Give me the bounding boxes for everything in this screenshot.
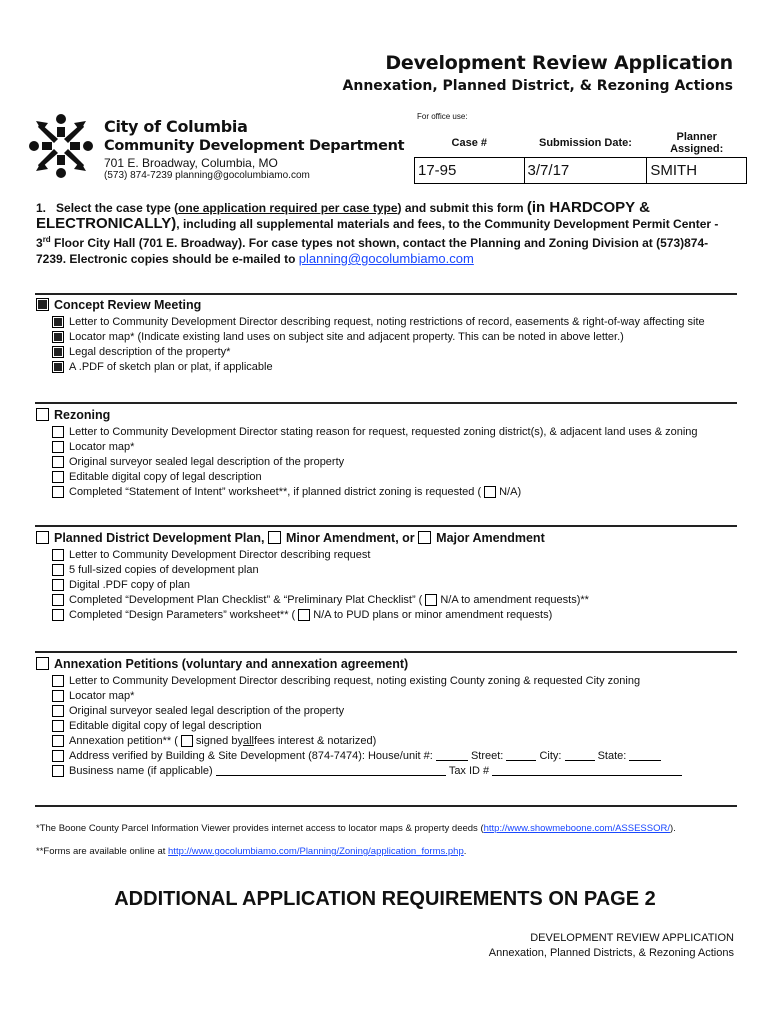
- signed-checkbox[interactable]: [181, 735, 193, 747]
- item-label-suffix: N/A to amendment requests)**: [440, 593, 589, 606]
- office-use-label: For office use:: [417, 112, 468, 121]
- tax-id-field[interactable]: [492, 765, 682, 776]
- item-label-suffix: N/A): [499, 485, 522, 498]
- planned-district-title: Planned District Development Plan,: [54, 530, 265, 545]
- list-item: [52, 469, 738, 484]
- item-checkbox[interactable]: [52, 316, 64, 328]
- minor-amendment-title: Minor Amendment, or: [285, 530, 415, 545]
- city-label: City:: [539, 749, 562, 762]
- forms-link[interactable]: http://www.gocolumbiamo.com/Planning/Zoning/application_forms.php: [168, 846, 464, 857]
- planning-email-link[interactable]: planning@gocolumbiamo.com: [298, 251, 474, 266]
- office-use-table: [414, 131, 747, 184]
- instructions-sup: rd: [42, 235, 51, 244]
- item-label: Letter to Community Development Director describing request: [69, 548, 371, 561]
- item-checkbox[interactable]: [52, 690, 64, 702]
- item-label: A .PDF of sketch plan or plat, if applicable: [69, 360, 273, 373]
- item-label: Legal description of the property*: [69, 345, 231, 358]
- item-checkbox[interactable]: [52, 720, 64, 732]
- item-label: Editable digital copy of legal description: [69, 719, 262, 732]
- item-checkbox[interactable]: [52, 331, 64, 343]
- item-label: Address verified by Building & Site Development (874-7474): House/unit #:: [69, 749, 433, 762]
- item-label: Completed “Statement of Intent” worksheet**, if planned district zoning is requested (: [69, 485, 482, 498]
- item-checkbox[interactable]: [52, 549, 64, 561]
- instructions: [36, 200, 736, 267]
- item-label: Completed “Development Plan Checklist” & “Preliminary Plat Checklist” (: [69, 593, 423, 606]
- item-checkbox[interactable]: [52, 471, 64, 483]
- item-label: Original surveyor sealed legal description of the property: [69, 704, 345, 717]
- planned-district-checkbox[interactable]: [36, 531, 49, 544]
- footnote-text-end: ).: [670, 823, 676, 834]
- item-label: Completed “Design Parameters” worksheet** (: [69, 608, 296, 621]
- item-checkbox[interactable]: [52, 594, 64, 606]
- department-name: Community Development Department: [104, 138, 405, 154]
- list-item: [52, 314, 738, 329]
- item-checkbox[interactable]: [52, 735, 64, 747]
- item-checkbox[interactable]: [52, 579, 64, 591]
- instructions-text-3: , including all supplemental materials and fees, to the Community Development Permit Center - 3: [36, 217, 719, 250]
- item-checkbox[interactable]: [52, 765, 64, 777]
- additional-requirements-heading: ADDITIONAL APPLICATION REQUIREMENTS ON PAGE 2: [114, 888, 656, 910]
- list-item: [52, 329, 738, 344]
- instructions-text-2: ) and submit this form: [397, 201, 527, 215]
- item-checkbox[interactable]: [52, 456, 64, 468]
- footnote-text: **Forms are available online at: [36, 846, 169, 857]
- footnote-text: *The Boone County Parcel Information Viewer provides internet access to locator maps & property deeds (: [36, 823, 484, 834]
- item-checkbox[interactable]: [52, 750, 64, 762]
- document-subtitle: Annexation, Planned District, & Rezoning Actions: [342, 78, 733, 94]
- tax-id-label: Tax ID #: [448, 764, 490, 777]
- department-contact: (573) 874-7239 planning@gocolumbiamo.com: [104, 170, 310, 181]
- footer-title: DEVELOPMENT REVIEW APPLICATION: [530, 932, 734, 944]
- instructions-emphasis: (in HARDCOPY & ELECTRONICALLY): [36, 199, 650, 232]
- list-item: [52, 577, 738, 592]
- item-checkbox[interactable]: [52, 564, 64, 576]
- assessor-link[interactable]: http://www.showmeboone.com/ASSESSOR/: [483, 823, 670, 834]
- item-label: Editable digital copy of legal description: [69, 470, 262, 483]
- item-label-mid: signed by: [195, 734, 243, 747]
- list-item: [52, 344, 738, 359]
- street-field[interactable]: [506, 750, 536, 761]
- list-item: [52, 359, 738, 374]
- section-divider: [35, 651, 737, 653]
- item-checkbox[interactable]: [52, 361, 64, 373]
- major-amendment-title: Major Amendment: [436, 530, 545, 545]
- annexation-title: Annexation Petitions (voluntary and annexation agreement): [54, 656, 409, 671]
- major-amendment-checkbox[interactable]: [418, 531, 431, 544]
- na-checkbox[interactable]: [298, 609, 310, 621]
- item-checkbox[interactable]: [52, 441, 64, 453]
- list-item: [52, 607, 738, 622]
- na-checkbox[interactable]: [484, 486, 496, 498]
- list-item: [52, 748, 738, 763]
- case-number-field[interactable]: 17-95: [415, 158, 525, 184]
- section-divider: [35, 402, 737, 404]
- state-field[interactable]: [629, 750, 661, 761]
- item-label-suffix: fees interest & notarized): [253, 734, 377, 747]
- instructions-number: 1.: [36, 201, 47, 215]
- business-name-field[interactable]: [216, 765, 446, 776]
- list-item: [52, 424, 738, 439]
- list-item: [52, 439, 738, 454]
- item-label: 5 full-sized copies of development plan: [69, 563, 259, 576]
- item-checkbox[interactable]: [52, 486, 64, 498]
- concept-review-checkbox[interactable]: [36, 298, 49, 311]
- street-label: Street:: [470, 749, 504, 762]
- list-item: [52, 547, 738, 562]
- footnote-text-end: .: [463, 846, 467, 857]
- item-label: Letter to Community Development Director describing request, noting restrictions of record, easements & right-of-way affecting site: [69, 315, 705, 328]
- item-label: Letter to Community Development Director stating reason for request, requested zoning district(s), & adjacent land uses & zoning: [69, 425, 698, 438]
- item-label-emphasis: all: [242, 734, 254, 747]
- city-field[interactable]: [565, 750, 595, 761]
- item-checkbox[interactable]: [52, 346, 64, 358]
- city-logo-icon: [28, 113, 94, 179]
- planned-district-section: [36, 529, 738, 622]
- annexation-checkbox[interactable]: [36, 657, 49, 670]
- item-label: Original surveyor sealed legal description of the property: [69, 455, 345, 468]
- rezoning-checkbox[interactable]: [36, 408, 49, 421]
- item-checkbox[interactable]: [52, 705, 64, 717]
- item-label-suffix: N/A to PUD plans or minor amendment requests): [313, 608, 553, 621]
- city-name: City of Columbia: [104, 117, 248, 136]
- list-item: [52, 718, 738, 733]
- item-checkbox[interactable]: [52, 675, 64, 687]
- item-label: Business name (if applicable): [69, 764, 213, 777]
- instructions-text-4: Floor City Hall (701 E. Broadway). For case types not shown, contact the Planning and Zoning Division at (573)874-7239. Electronic copies should be e-mailed to: [36, 236, 709, 266]
- annexation-section: [36, 655, 738, 778]
- rezoning-title: Rezoning: [54, 407, 111, 422]
- instructions-underlined: one application required per case type: [178, 201, 398, 215]
- footer-subtitle: Annexation, Planned Districts, & Rezoning Actions: [488, 947, 734, 959]
- item-label: Locator map*: [69, 689, 135, 702]
- case-number-header: Case #: [415, 131, 525, 158]
- section-divider: [35, 805, 737, 807]
- list-item: [52, 673, 738, 688]
- concept-review-title: Concept Review Meeting: [54, 297, 202, 312]
- footnote-parcel-viewer: [36, 823, 676, 834]
- document-title: Development Review Application: [385, 52, 733, 74]
- list-item: [52, 703, 738, 718]
- submission-date-field[interactable]: 3/7/17: [524, 158, 647, 184]
- minor-amendment-checkbox[interactable]: [268, 531, 281, 544]
- planner-assigned-header: Planner Assigned:: [647, 131, 747, 158]
- concept-review-section: [36, 296, 738, 374]
- na-checkbox[interactable]: [425, 594, 437, 606]
- list-item: [52, 733, 738, 748]
- list-item: [52, 688, 738, 703]
- house-unit-field[interactable]: [436, 750, 468, 761]
- item-label: Locator map* (Indicate existing land uses on subject site and adjacent property. This can be noted in above letter.): [69, 330, 624, 343]
- item-label: Letter to Community Development Director describing request, noting existing County zoning & requested City zoning: [69, 674, 641, 687]
- list-item: [52, 484, 738, 499]
- footnote-forms: [36, 846, 466, 857]
- state-label: State:: [597, 749, 627, 762]
- planner-assigned-field[interactable]: SMITH: [647, 158, 747, 184]
- list-item: [52, 592, 738, 607]
- item-checkbox[interactable]: [52, 609, 64, 621]
- item-checkbox[interactable]: [52, 426, 64, 438]
- list-item: [52, 763, 738, 778]
- item-label: Digital .PDF copy of plan: [69, 578, 191, 591]
- section-divider: [35, 293, 737, 295]
- item-label: Annexation petition** (: [69, 734, 178, 747]
- list-item: [52, 562, 738, 577]
- rezoning-section: [36, 406, 738, 499]
- submission-date-header: Submission Date:: [524, 131, 647, 158]
- instructions-text-1: Select the case type (: [56, 201, 179, 215]
- department-address: 701 E. Broadway, Columbia, MO: [104, 156, 278, 170]
- item-label: Locator map*: [69, 440, 135, 453]
- section-divider: [35, 525, 737, 527]
- list-item: [52, 454, 738, 469]
